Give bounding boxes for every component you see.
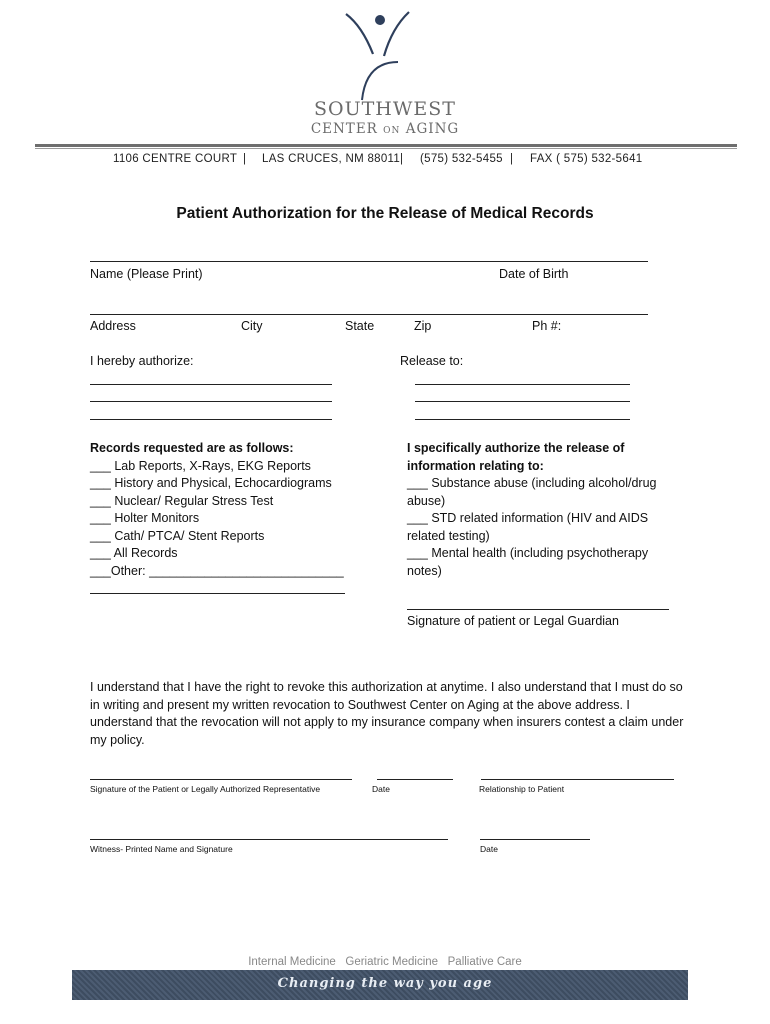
patient-date-label: Date: [372, 784, 390, 794]
records-other-line-2[interactable]: [90, 593, 345, 594]
witness-date-label: Date: [480, 844, 498, 854]
authorize-line-2[interactable]: [90, 401, 332, 402]
logo-southwest: SOUTHWEST: [314, 98, 456, 120]
zip-label: Zip: [414, 319, 432, 333]
logo-figure-icon: [340, 10, 420, 102]
address-field-line[interactable]: [90, 314, 648, 315]
records-item-holter[interactable]: ___ Holter Monitors: [90, 511, 200, 525]
logo-center: CENTER: [310, 121, 378, 137]
records-item-cath[interactable]: ___ Cath/ PTCA/ Stent Reports: [90, 528, 265, 543]
specific-heading-2: information relating to:: [407, 458, 544, 473]
name-label: Name (Please Print): [90, 267, 203, 281]
relationship-line[interactable]: [481, 779, 674, 780]
records-item-lab[interactable]: ___ Lab Reports, X-Rays, EKG Reports: [90, 458, 311, 473]
records-item-other[interactable]: ___Other: ____________________________: [90, 563, 344, 578]
records-item-history[interactable]: ___ History and Physical, Echocardiograms: [90, 476, 332, 490]
patient-signature-label: Signature of the Patient or Legally Authorized Representative: [90, 784, 321, 794]
records-item-stress-test[interactable]: ___ Nuclear/ Regular Stress Test: [90, 493, 274, 508]
revocation-paragraph: I understand that I have the right to revoke this authorization at anytime. I also understand that I must do so in writing and present my written revocation to Southwest Center on Aging at the above address. I understand that the revocation will not apply to my insurance company when insurers contest a claim under my policy.: [90, 680, 684, 747]
phone-label: Ph #:: [532, 319, 562, 333]
authorize-label: I hereby authorize:: [90, 354, 194, 368]
release-line-1[interactable]: [415, 384, 630, 385]
footer-tagline: Changing the way you age: [277, 976, 493, 991]
authorize-line-3[interactable]: [90, 419, 332, 420]
specific-std-cont: related testing): [407, 528, 490, 543]
release-line-3[interactable]: [415, 419, 630, 420]
guardian-signature-label: Signature of patient or Legal Guardian: [407, 614, 619, 628]
address-sep-3: |: [510, 153, 514, 165]
records-heading: Records requested are as follows:: [90, 441, 294, 455]
logo-center-on-aging: [0, 121, 770, 137]
address-label: Address: [90, 319, 136, 333]
address-fax: FAX ( 575) 532-5641: [530, 153, 643, 165]
address-city: LAS CRUCES, NM 88011: [262, 153, 401, 165]
name-field-line[interactable]: [90, 261, 648, 262]
release-label: Release to:: [400, 354, 464, 368]
authorize-line-1[interactable]: [90, 384, 332, 385]
city-label: City: [241, 319, 263, 333]
specific-mental-cont: notes): [407, 563, 442, 578]
page-title: Patient Authorization for the Release of Medical Records: [176, 205, 594, 222]
header-rule-thin: [35, 148, 737, 149]
release-line-2[interactable]: [415, 401, 630, 402]
specific-list: [407, 440, 656, 580]
witness-label: Witness- Printed Name and Signature: [90, 844, 233, 854]
specific-substance[interactable]: ___ Substance abuse (including alcohol/drug: [407, 476, 657, 490]
specific-std[interactable]: ___ STD related information (HIV and AIDS: [407, 511, 649, 525]
state-label: State: [345, 319, 375, 333]
address-phone: (575) 532-5455: [420, 153, 503, 165]
relationship-label: Relationship to Patient: [479, 784, 565, 794]
address-sep-1: |: [243, 153, 247, 165]
footer-services: Internal Medicine Geriatric Medicine Palliative Care: [248, 956, 522, 968]
address-sep-2: |: [400, 153, 404, 165]
witness-line[interactable]: [90, 839, 448, 840]
header-rule-thick: [35, 144, 737, 147]
guardian-signature-line[interactable]: [407, 609, 669, 610]
patient-date-line[interactable]: [377, 779, 453, 780]
records-list: [90, 440, 344, 580]
logo-on: ON: [383, 126, 401, 136]
dob-label: Date of Birth: [499, 267, 569, 281]
logo-aging: AGING: [405, 121, 460, 137]
specific-mental[interactable]: ___ Mental health (including psychotherapy: [407, 546, 649, 560]
specific-substance-cont: abuse): [407, 493, 446, 508]
specific-heading-1: I specifically authorize the release of: [407, 441, 625, 455]
patient-signature-line[interactable]: [90, 779, 352, 780]
witness-date-line[interactable]: [480, 839, 590, 840]
records-item-all[interactable]: ___ All Records: [90, 546, 178, 560]
address-street: 1106 CENTRE COURT: [113, 153, 238, 165]
